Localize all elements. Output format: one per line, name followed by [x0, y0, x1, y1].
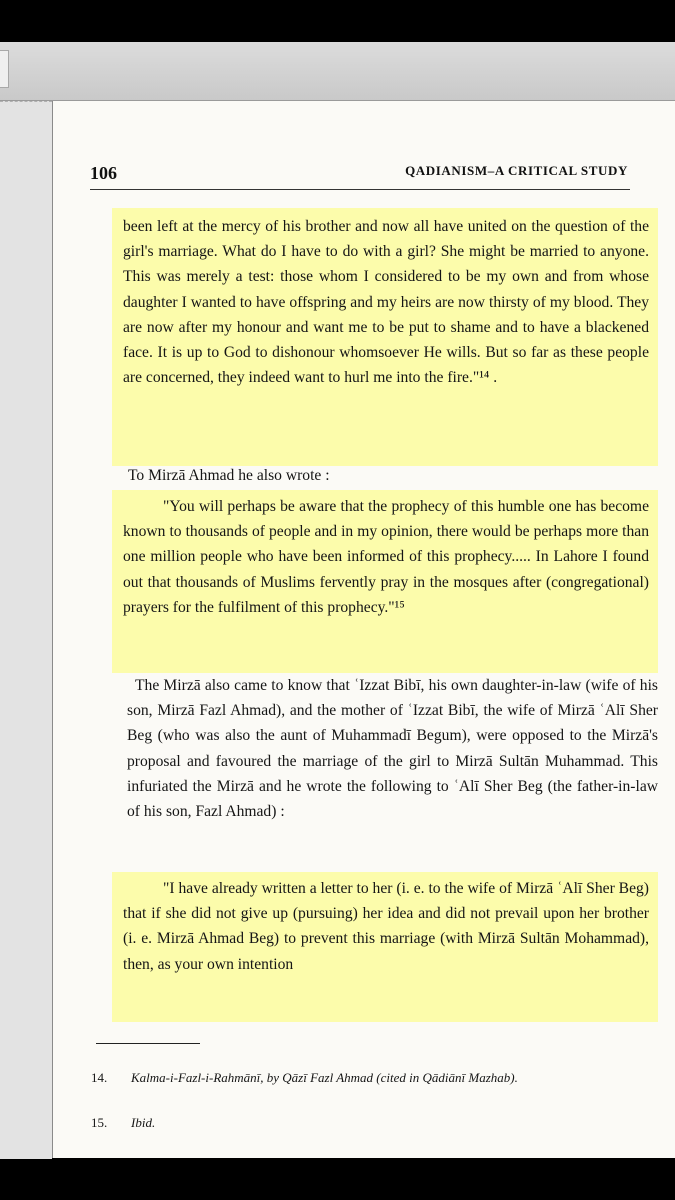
- footnote-text: Kalma-i-Fazl-i-Rahmānī, by Qāzī Fazl Ahmad (cited in Qādiānī Mazhab).: [131, 1070, 518, 1085]
- book-page: [52, 101, 675, 1158]
- page-number: 106: [90, 163, 117, 183]
- quote-2-text: "You will perhaps be aware that the prophecy of this humble one has become known to thousands of people and in my opinion, there would be perhaps more than one million people who have been informed of this prophecy..... In Lahore I found out that thousands of Muslims fervently pray in the mosques after (congregational) prayers for the fulfilment of this prophecy."¹⁵: [123, 498, 649, 616]
- header-rule: [90, 189, 630, 190]
- footnote-14: [91, 1067, 651, 1088]
- intro-line: To Mirzā Ahmad he also wrote :: [128, 467, 330, 484]
- footnote-15: [91, 1112, 651, 1133]
- footnote-text: Ibid.: [131, 1115, 156, 1130]
- quote-3-text: "I have already written a letter to her (i. e. to the wife of Mirzā ʿAlī Sher Beg) that if she did not give up (pursuing) her idea and did not prevail upon her brother (i. e. Mirzā Ahmad Beg) to prevent this marriage (with Mirzā Sultān Mohammad), then, as your own intention: [123, 880, 649, 973]
- sidebar-toggle-tab[interactable]: [0, 50, 9, 88]
- footnote-rule: [96, 1043, 200, 1044]
- body-paragraph: The Mirzā also came to know that ʿIzzat Bibī, his own daughter-in-law (wife of his son, Mirzā Fazl Ahmad), and the mother of ʿIzzat Bibī, the wife of Mirzā ʿAlī Sher Beg (who was also the aunt of Muhammadī Begum), were opposed to the Mirzā's proposal and favoured the marriage of the girl to Mirzā Sultān Muhammad. This infuriated the Mirzā and he wrote the following to ʿAlī Sher Beg (the father-in-law of his son, Fazl Ahmad) :: [127, 677, 658, 821]
- footnote-number: 14.: [91, 1070, 108, 1085]
- running-title: QADIANISM–A CRITICAL STUDY: [405, 163, 628, 178]
- viewer-toolbar: [0, 42, 675, 101]
- quote-1-text: been left at the mercy of his brother and now all have united on the question of the girl's marriage. What do I have to do with a girl? She might be married to anyone. This was merely a test: those whom I considered to be my own and from whose daughter I wanted to have offspring and my heirs are now thirsty of my blood. They are now after my honour and want me to be put to shame and to have a blackened face. It is up to God to dishonour whomsoever He wills. But so far as these people are concerned, they indeed want to hurl me into the fire."¹⁴ .: [123, 218, 649, 387]
- footnote-number: 15.: [91, 1115, 108, 1130]
- sidebar-gutter: [0, 101, 52, 1159]
